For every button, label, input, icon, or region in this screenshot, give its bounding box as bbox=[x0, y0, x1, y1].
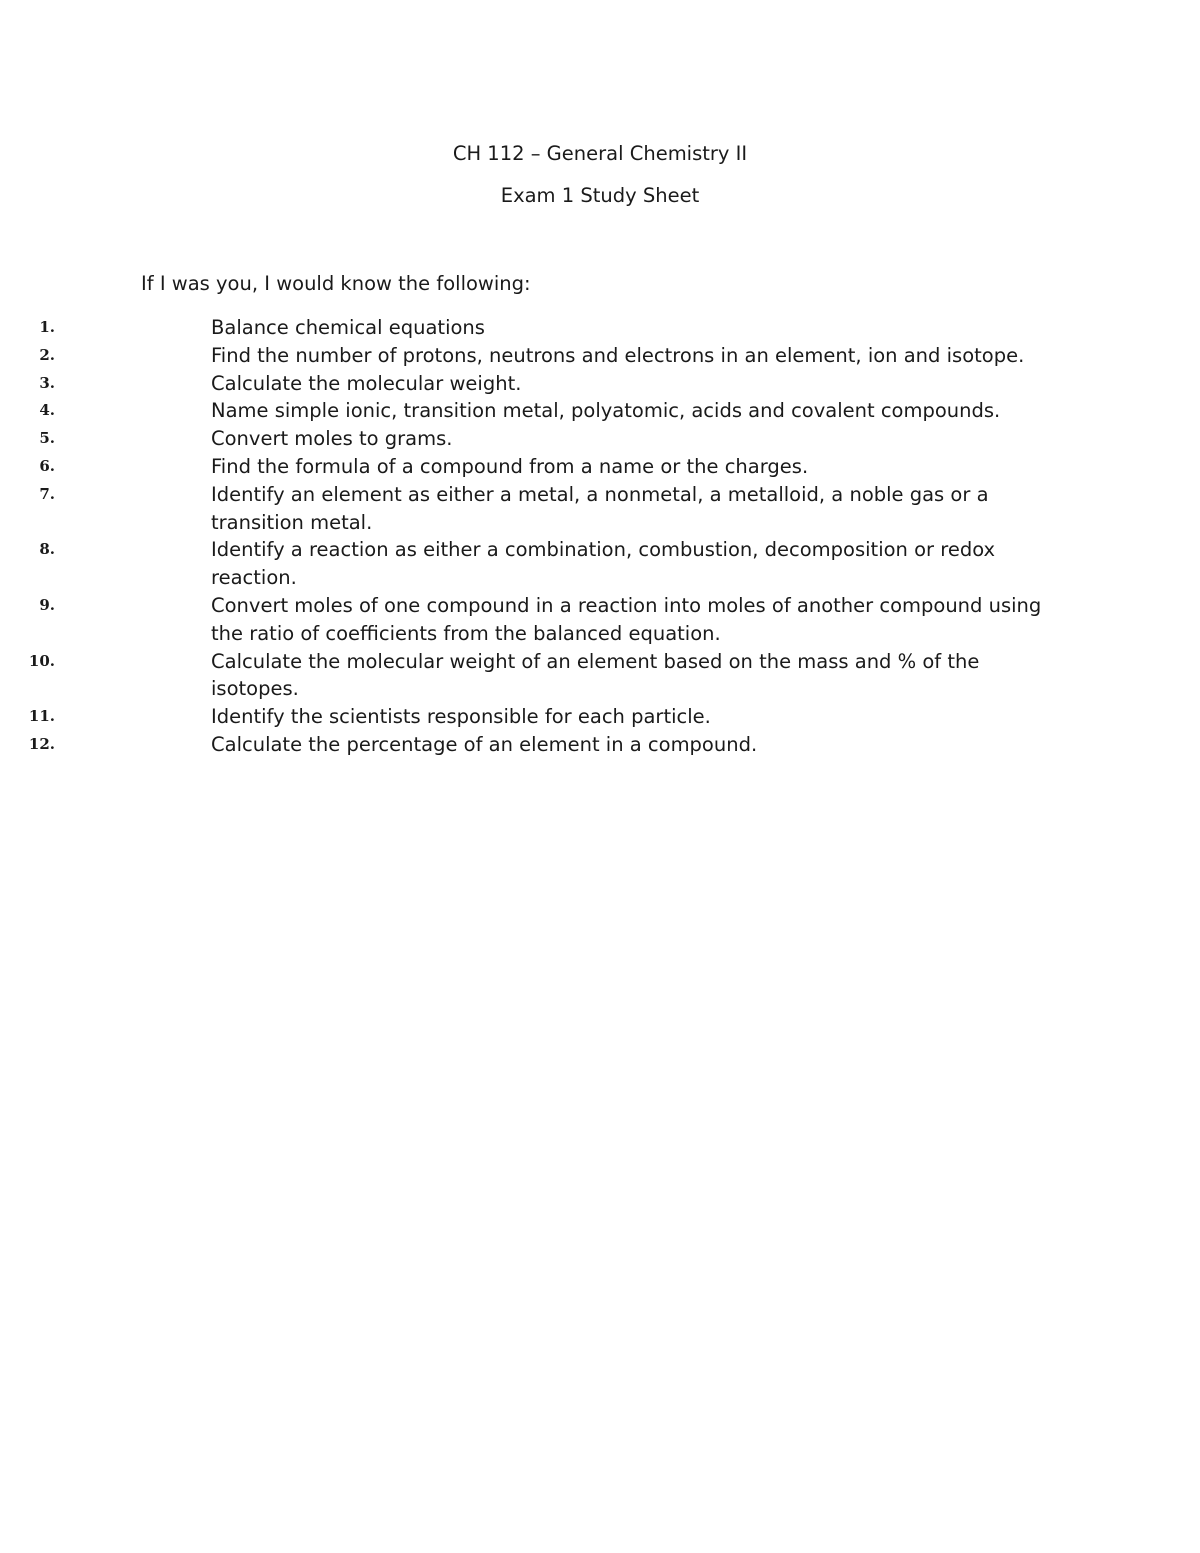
list-item-number: 5. bbox=[39, 429, 55, 448]
list-item bbox=[0, 731, 1061, 759]
list-item-text: Identify a reaction as either a combination, combustion, decomposition or redox reaction. bbox=[211, 538, 996, 590]
study-list bbox=[0, 314, 1200, 759]
list-item bbox=[0, 342, 1061, 370]
list-item-text: Name simple ionic, transition metal, polyatomic, acids and covalent compounds. bbox=[211, 399, 1001, 423]
list-item bbox=[0, 481, 1061, 537]
list-item-number: 10. bbox=[28, 651, 55, 670]
list-item-number: 4. bbox=[39, 401, 55, 420]
list-item bbox=[0, 314, 1061, 342]
list-item-number: 6. bbox=[39, 456, 55, 475]
list-item-text: Convert moles of one compound in a reaction into moles of another compound using the ratio of coefficients from the balanced equation. bbox=[211, 593, 1042, 645]
list-item-text: Balance chemical equations bbox=[211, 316, 485, 339]
list-item-text: Find the number of protons, neutrons and electrons in an element, ion and isotope. bbox=[211, 343, 1025, 367]
list-item-text: Identify an element as either a metal, a nonmetal, a metalloid, a noble gas or a transition metal. bbox=[211, 482, 989, 534]
list-item-number: 1. bbox=[39, 318, 55, 336]
list-item-number: 11. bbox=[28, 707, 55, 726]
list-item bbox=[0, 425, 1061, 453]
list-item bbox=[0, 703, 1061, 731]
list-item-text: Calculate the molecular weight of an element based on the mass and % of the isotopes. bbox=[211, 649, 980, 701]
list-item-number: 8. bbox=[39, 540, 55, 559]
list-item bbox=[0, 592, 1061, 648]
list-item-text: Calculate the molecular weight. bbox=[211, 371, 522, 395]
list-item-text: Calculate the percentage of an element in a compound. bbox=[211, 732, 758, 756]
list-item-number: 7. bbox=[39, 484, 55, 503]
document-subtitle: Exam 1 Study Sheet bbox=[500, 184, 700, 207]
list-item-number: 2. bbox=[39, 345, 55, 364]
list-item bbox=[0, 397, 1061, 425]
document-title: CH 112 – General Chemistry II bbox=[452, 142, 748, 165]
list-item-number: 9. bbox=[39, 595, 55, 614]
list-item bbox=[0, 648, 1061, 704]
list-item bbox=[0, 370, 1061, 398]
list-item-number: 3. bbox=[39, 373, 55, 392]
list-item-number: 12. bbox=[28, 734, 55, 753]
list-item-text: Find the formula of a compound from a name or the charges. bbox=[211, 454, 809, 478]
list-item-text: Identify the scientists responsible for each particle. bbox=[211, 705, 711, 729]
intro-text: If I was you, I would know the following: bbox=[141, 272, 531, 295]
list-item-text: Convert moles to grams. bbox=[211, 427, 453, 451]
list-item bbox=[0, 453, 1061, 481]
list-item bbox=[0, 536, 1061, 592]
